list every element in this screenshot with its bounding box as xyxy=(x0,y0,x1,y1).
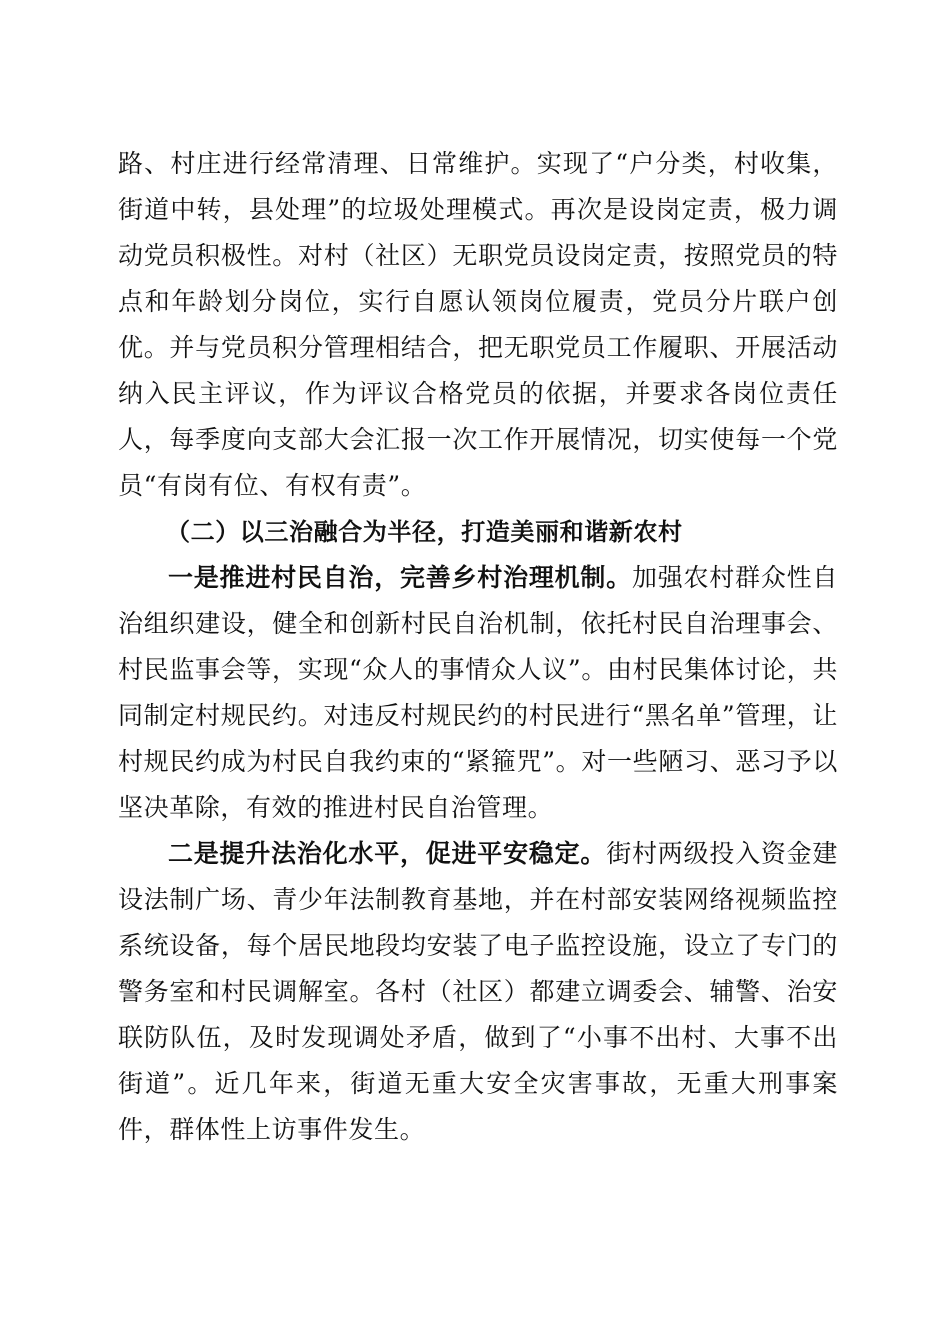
paragraph-villager-autonomy xyxy=(118,555,838,831)
paragraph-lead: 二是提升法治化水平，促进平安稳定。 xyxy=(168,839,607,868)
section-heading xyxy=(118,509,838,555)
paragraph-text: 街村两级投入资金建设法制广场、青少年法制教育基地，并在村部安装网络视频监控系统设备，每个居民地段均安装了电子监控设施，设立了专门的警务室和村民调解室。各村（社区）都建立调委会、辅警、治安联防队伍，及时发现调处矛盾，做到了“小事不出村、大事不出街道”。近几年来，街道无重大安全灾害事故，无重大刑事案件，群体性上访事件发生。 xyxy=(118,839,838,1144)
paragraph-text: 加强农村群众性自治组织建设，健全和创新村民自治机制，依托村民自治理事会、村民监事会等，实现“众人的事情众人议”。由村民集体讨论，共同制定村规民约。对违反村规民约的村民进行“黑名单”管理，让村规民约成为村民自我约束的“紧箍咒”。对一些陋习、恶习予以坚决革除，有效的推进村民自治管理。 xyxy=(118,563,838,822)
paragraph-rule-of-law xyxy=(118,831,838,1153)
paragraph-continuation xyxy=(118,141,838,509)
section-heading-text: （二）以三治融合为半径，打造美丽和谐新农村 xyxy=(166,518,683,546)
document-body xyxy=(118,141,838,1153)
paragraph-lead: 一是推进村民自治，完善乡村治理机制。 xyxy=(168,563,632,592)
paragraph-text: 路、村庄进行经常清理、日常维护。实现了“户分类，村收集，街道中转，县处理”的垃圾处理模式。再次是设岗定责，极力调动党员积极性。对村（社区）无职党员设岗定责，按照党员的特点和年龄划分岗位，实行自愿认领岗位履责，党员分片联户创优。并与党员积分管理相结合，把无职党员工作履职、开展活动纳入民主评议，作为评议合格党员的依据，并要求各岗位责任人，每季度向支部大会汇报一次工作开展情况，切实使每一个党员“有岗有位、有权有责”。 xyxy=(118,149,838,500)
